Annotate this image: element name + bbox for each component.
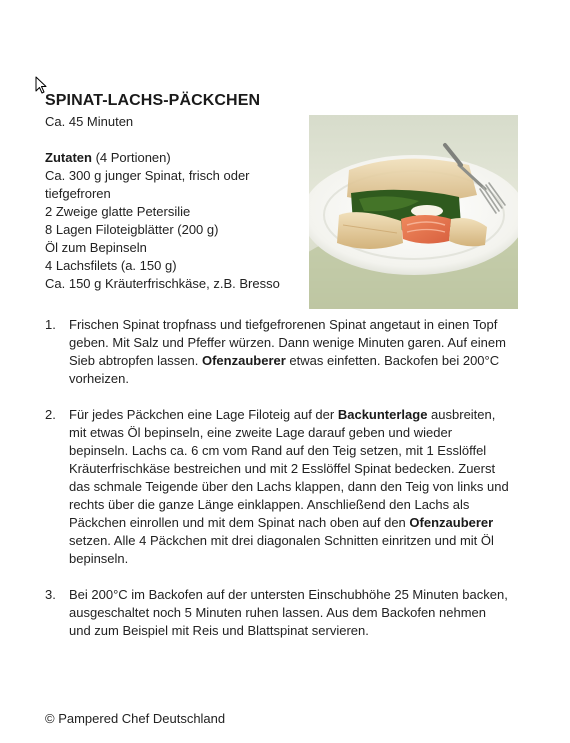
recipe-title: SPINAT-LACHS-PÄCKCHEN (45, 92, 261, 109)
ingredient-item: Ca. 150 g Kräuterfrischkäse, z.B. Bresso (45, 276, 280, 291)
step-number: 1. (45, 317, 56, 332)
preparation-steps (45, 316, 510, 658)
step-number: 2. (45, 407, 56, 422)
copyright-footer: © Pampered Chef Deutschland (45, 711, 226, 726)
step-item (45, 316, 510, 388)
ingredient-item: Ca. 300 g junger Spinat, frisch oder tiefgefroren (45, 168, 250, 201)
ingredients-heading (45, 149, 295, 167)
ingredient-item: 4 Lachsfilets (a. 150 g) (45, 258, 177, 273)
ingredient-item: Öl zum Bepinseln (45, 240, 147, 255)
step-text: Frischen Spinat tropfnass und tiefgefrorenen Spinat angetaut in einen Topf geben. Mit Salz und Pfeffer würzen. Dann wenige Minuten garen. Auf einem Sieb abtropfen lassen. Ofenzauberer etwas einfetten. Backofen bei 200°C vorheizen. (69, 317, 506, 386)
ingredients-servings: (4 Portionen) (91, 150, 171, 165)
product-name: Backunterlage (337, 407, 428, 422)
dish-photo (309, 115, 518, 309)
product-name: Ofenzauberer (201, 353, 286, 368)
step-text: Bei 200°C im Backofen auf der untersten Einschubhöhe 25 Minuten backen, ausgeschaltet noch 5 Minuten ruhen lassen. Aus dem Backofen nehmen und zum Beispiel mit Reis und Blattspinat servieren. (69, 587, 508, 638)
ingredients-heading-label: Zutaten (45, 150, 92, 165)
step-item (45, 406, 510, 568)
ingredient-item: 8 Lagen Filoteigblätter (200 g) (45, 222, 219, 237)
ingredient-item: 2 Zweige glatte Petersilie (45, 204, 191, 219)
step-number: 3. (45, 587, 56, 602)
step-text: Für jedes Päckchen eine Lage Filoteig auf der Backunterlage ausbreiten, mit etwas Öl bepinseln, eine zweite Lage darauf geben und wieder bepinseln. Lachs ca. 6 cm vom Rand auf den Teig setzen, mit 1 Esslöffel Kräuterfrischkäse bestreichen und mit 2 Esslöffel Spinat bedecken. Zuerst das schmale Teigende über den Lachs klappen, dann den Teig von links und rechts über die ganze Länge einklappen. Anschließend den Lachs als Päckchen einrollen und mit dem Spinat nach oben auf den Ofenzauberer setzen. Alle 4 Päckchen mit drei diagonalen Schnitten einritzen und mit Öl bepinseln. (69, 407, 509, 566)
step-item (45, 586, 510, 640)
product-name: Ofenzauberer (409, 515, 494, 530)
ingredient-list (45, 149, 295, 293)
recipe-duration: Ca. 45 Minuten (45, 114, 134, 129)
